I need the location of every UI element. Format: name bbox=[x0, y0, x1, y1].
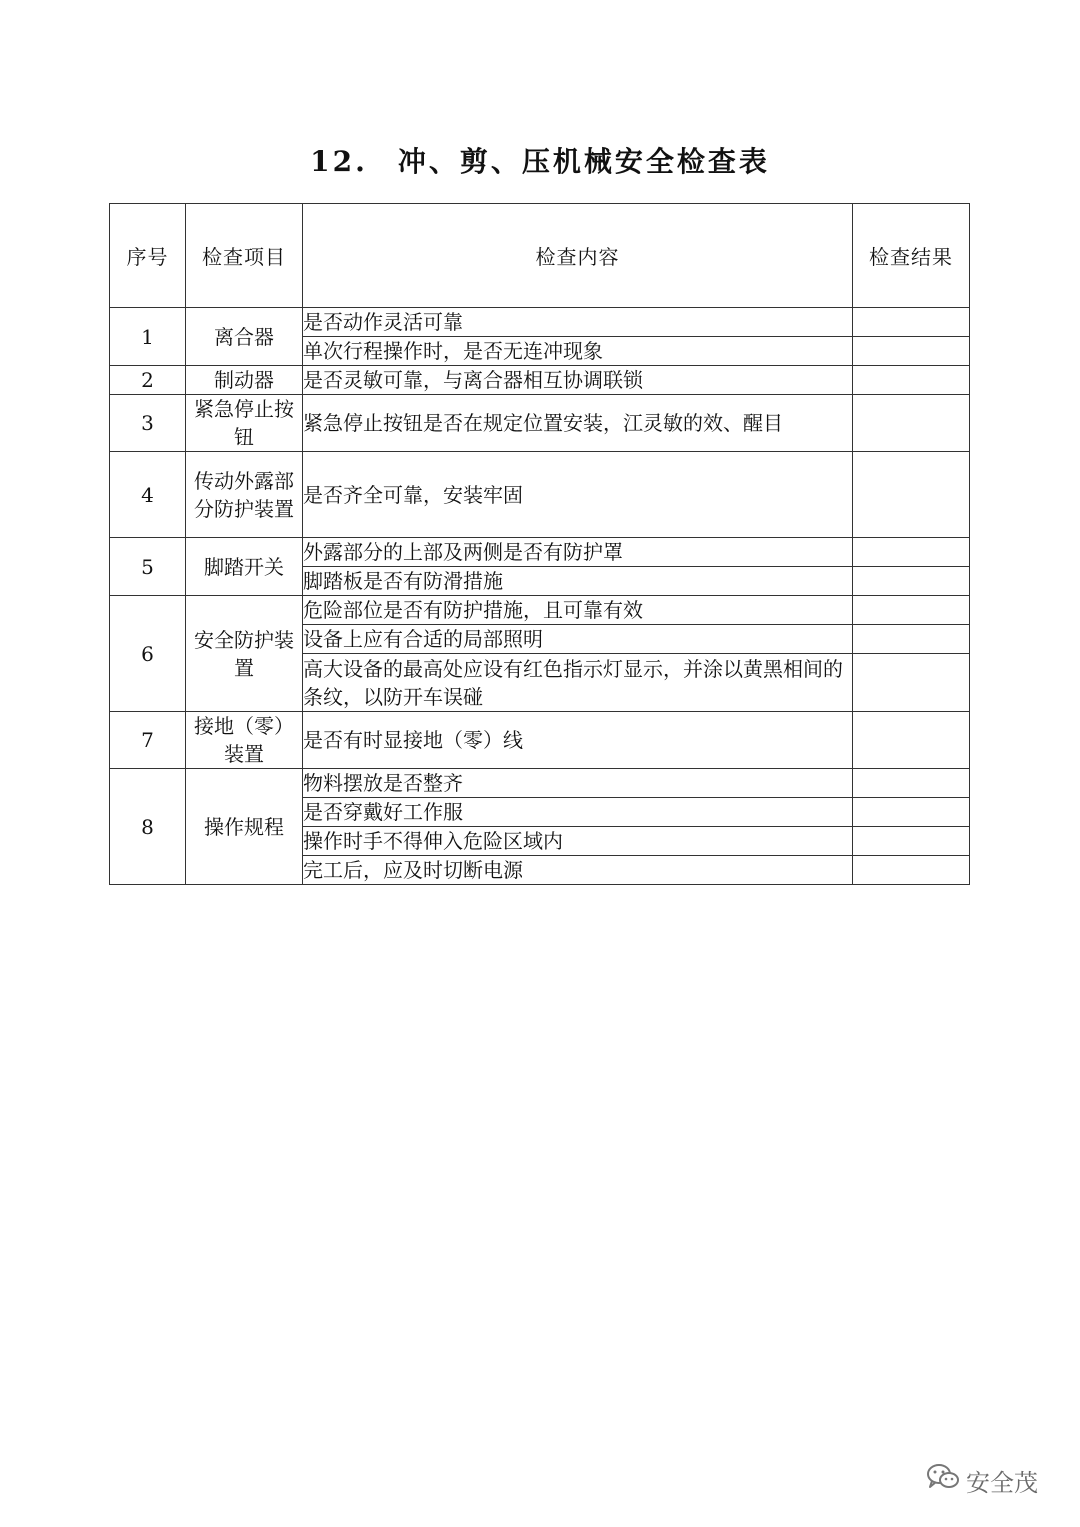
result-cell[interactable] bbox=[853, 366, 970, 395]
header-item: 检查项目 bbox=[186, 204, 303, 308]
table-row bbox=[110, 769, 970, 798]
content-cell: 是否动作灵活可靠 bbox=[303, 308, 853, 337]
content-cell: 物料摆放是否整齐 bbox=[303, 769, 853, 798]
watermark bbox=[926, 1464, 1038, 1496]
result-cell[interactable] bbox=[853, 625, 970, 654]
header-content: 检查内容 bbox=[303, 204, 853, 308]
checklist-table bbox=[109, 203, 970, 885]
item-cell: 操作规程 bbox=[186, 769, 303, 885]
content-cell: 外露部分的上部及两侧是否有防护罩 bbox=[303, 538, 853, 567]
item-cell: 制动器 bbox=[186, 366, 303, 395]
item-cell: 传动外露部分防护装置 bbox=[186, 452, 303, 538]
item-cell: 安全防护装置 bbox=[186, 596, 303, 712]
content-cell: 操作时手不得伸入危险区域内 bbox=[303, 827, 853, 856]
table-row bbox=[110, 395, 970, 452]
content-cell: 紧急停止按钮是否在规定位置安装，江灵敏的效、醒目 bbox=[303, 395, 853, 452]
result-cell[interactable] bbox=[853, 712, 970, 769]
content-cell: 高大设备的最高处应设有红色指示灯显示，并涂以黄黑相间的条纹，以防开车误碰 bbox=[303, 654, 853, 712]
result-cell[interactable] bbox=[853, 856, 970, 885]
header-seq: 序号 bbox=[110, 204, 186, 308]
table-row bbox=[110, 366, 970, 395]
result-cell[interactable] bbox=[853, 798, 970, 827]
title-text: 冲、剪、压机械安全检查表 bbox=[397, 145, 770, 178]
wechat-icon bbox=[926, 1462, 960, 1498]
seq-cell: 8 bbox=[110, 769, 186, 885]
result-cell[interactable] bbox=[853, 538, 970, 567]
result-cell[interactable] bbox=[853, 308, 970, 337]
content-cell: 是否有时显接地（零）线 bbox=[303, 712, 853, 769]
seq-cell: 6 bbox=[110, 596, 186, 712]
content-cell: 脚踏板是否有防滑措施 bbox=[303, 567, 853, 596]
content-cell: 是否穿戴好工作服 bbox=[303, 798, 853, 827]
seq-cell: 3 bbox=[110, 395, 186, 452]
result-cell[interactable] bbox=[853, 654, 970, 712]
result-cell[interactable] bbox=[853, 596, 970, 625]
seq-cell: 1 bbox=[110, 308, 186, 366]
item-cell: 离合器 bbox=[186, 308, 303, 366]
table-row bbox=[110, 308, 970, 337]
seq-cell: 2 bbox=[110, 366, 186, 395]
watermark-text: 安全茂 bbox=[966, 1468, 1038, 1497]
result-cell[interactable] bbox=[853, 567, 970, 596]
table-row bbox=[110, 596, 970, 625]
page-title bbox=[0, 140, 1080, 180]
item-cell: 接地（零）装置 bbox=[186, 712, 303, 769]
result-cell[interactable] bbox=[853, 337, 970, 366]
seq-cell: 4 bbox=[110, 452, 186, 538]
result-cell[interactable] bbox=[853, 827, 970, 856]
seq-cell: 7 bbox=[110, 712, 186, 769]
result-cell[interactable] bbox=[853, 769, 970, 798]
table-row bbox=[110, 712, 970, 769]
header-result: 检查结果 bbox=[853, 204, 970, 308]
content-cell: 单次行程操作时，是否无连冲现象 bbox=[303, 337, 853, 366]
table-row bbox=[110, 452, 970, 538]
content-cell: 是否灵敏可靠，与离合器相互协调联锁 bbox=[303, 366, 853, 395]
item-cell: 紧急停止按钮 bbox=[186, 395, 303, 452]
result-cell[interactable] bbox=[853, 395, 970, 452]
content-cell: 危险部位是否有防护措施，且可靠有效 bbox=[303, 596, 853, 625]
content-cell: 完工后，应及时切断电源 bbox=[303, 856, 853, 885]
content-cell: 是否齐全可靠，安装牢固 bbox=[303, 452, 853, 538]
title-number: 12. bbox=[310, 145, 368, 178]
seq-cell: 5 bbox=[110, 538, 186, 596]
result-cell[interactable] bbox=[853, 452, 970, 538]
table-row bbox=[110, 538, 970, 567]
header-row bbox=[110, 204, 970, 308]
content-cell: 设备上应有合适的局部照明 bbox=[303, 625, 853, 654]
item-cell: 脚踏开关 bbox=[186, 538, 303, 596]
